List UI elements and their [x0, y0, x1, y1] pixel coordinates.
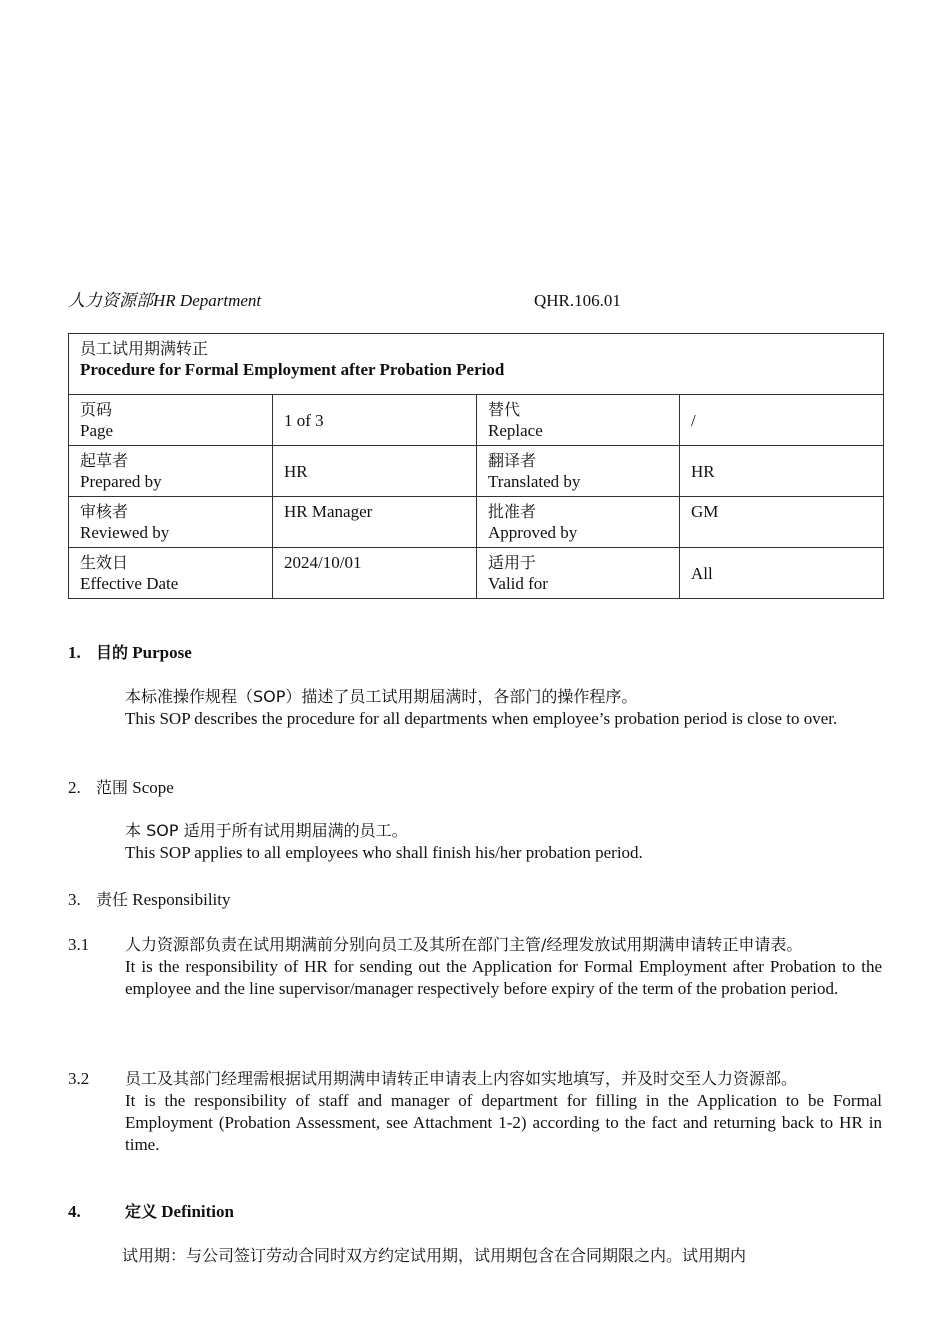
table-row — [69, 497, 884, 548]
value-cell: 1 of 3 — [273, 395, 477, 446]
item-body — [125, 1068, 882, 1156]
value-cell: GM — [680, 497, 884, 548]
section-title-zh: 定义 — [125, 1202, 158, 1221]
section-number: 3. — [68, 890, 81, 909]
label-zh: 页码 — [80, 400, 113, 419]
section-title-en: Responsibility — [132, 890, 231, 909]
label-cell — [477, 446, 680, 497]
procedure-title-en: Procedure for Formal Employment after Probation Period — [80, 360, 505, 379]
paragraph-en: This SOP describes the procedure for all departments when employee’s probation period is close to over. — [125, 709, 838, 728]
table-row — [69, 446, 884, 497]
section-heading — [68, 642, 192, 664]
section-title-zh: 目的 — [96, 643, 129, 662]
section-body — [125, 686, 882, 730]
label-en: Replace — [488, 421, 543, 440]
item-number: 3.2 — [68, 1069, 90, 1088]
paragraph-en: It is the responsibility of HR for sending out the Application for Formal Employment after Probation to the employee and the line supervisor/manager respectively before expiry of the term of the probation period. — [125, 957, 882, 998]
label-cell — [69, 395, 273, 446]
value-cell: HR — [680, 446, 884, 497]
department-name: 人力资源部HR Department — [68, 291, 262, 310]
label-zh: 起草者 — [80, 451, 129, 470]
value-cell: HR — [273, 446, 477, 497]
value-cell: All — [680, 548, 884, 599]
label-en: Effective Date — [80, 574, 179, 593]
label-en: Approved by — [488, 523, 578, 542]
paragraph-zh: 员工及其部门经理需根据试用期满申请转正申请表上内容如实地填写，并及时交至人力资源部。 — [125, 1069, 798, 1088]
label-zh: 替代 — [488, 400, 521, 419]
section-body — [125, 820, 882, 864]
document-info-table — [68, 333, 884, 599]
paragraph-zh: 本标准操作规程（SOP）描述了员工试用期届满时，各部门的操作程序。 — [125, 687, 638, 706]
section-heading — [68, 777, 174, 799]
section-number: 1. — [68, 643, 81, 662]
section-title-en: Purpose — [132, 643, 192, 662]
document-header — [68, 290, 883, 314]
label-zh: 生效日 — [80, 553, 129, 572]
section-number: 4. — [68, 1202, 81, 1221]
section-number: 2. — [68, 778, 81, 797]
label-en: Reviewed by — [80, 523, 170, 542]
label-cell — [477, 548, 680, 599]
section-heading — [68, 889, 231, 911]
label-zh: 适用于 — [488, 553, 537, 572]
table-title-row — [69, 334, 884, 395]
section-title-zh: 责任 — [96, 890, 129, 909]
value-cell: / — [680, 395, 884, 446]
value-cell: HR Manager — [273, 497, 477, 548]
label-cell — [69, 548, 273, 599]
paragraph-zh: 本 SOP 适用于所有试用期届满的员工。 — [125, 821, 408, 840]
label-en: Valid for — [488, 574, 548, 593]
paragraph-zh: 试用期：与公司签订劳动合同时双方约定试用期，试用期包含在合同期限之内。试用期内 — [122, 1246, 747, 1265]
paragraph-zh: 人力资源部负责在试用期满前分别向员工及其所在部门主管/经理发放试用期满申请转正申请表。 — [125, 935, 803, 954]
section-heading — [68, 1201, 234, 1223]
section-title-zh: 范围 — [96, 778, 129, 797]
table-title-cell — [69, 334, 884, 395]
procedure-title-zh: 员工试用期满转正 — [80, 339, 209, 358]
value-cell: 2024/10/01 — [273, 548, 477, 599]
section-title-en: Definition — [161, 1202, 234, 1221]
document-code: QHR.106.01 — [534, 291, 621, 310]
label-cell — [69, 446, 273, 497]
table-row — [69, 548, 884, 599]
label-en: Page — [80, 421, 114, 440]
label-zh: 翻译者 — [488, 451, 537, 470]
table-row — [69, 395, 884, 446]
label-cell — [477, 497, 680, 548]
section-body — [122, 1245, 879, 1267]
label-zh: 审核者 — [80, 502, 129, 521]
label-en: Prepared by — [80, 472, 162, 491]
label-en: Translated by — [488, 472, 581, 491]
paragraph-en: This SOP applies to all employees who shall finish his/her probation period. — [125, 843, 643, 862]
item-number: 3.1 — [68, 935, 90, 954]
label-zh: 批准者 — [488, 502, 537, 521]
section-title-en: Scope — [132, 778, 174, 797]
label-cell — [477, 395, 680, 446]
paragraph-en: It is the responsibility of staff and manager of department for filling in the Application to be Formal Employment (Probation Assessment, see Attachment 1-2) according to the fact and returning back to HR in time. — [125, 1091, 882, 1154]
item-body — [125, 934, 882, 1000]
label-cell — [69, 497, 273, 548]
